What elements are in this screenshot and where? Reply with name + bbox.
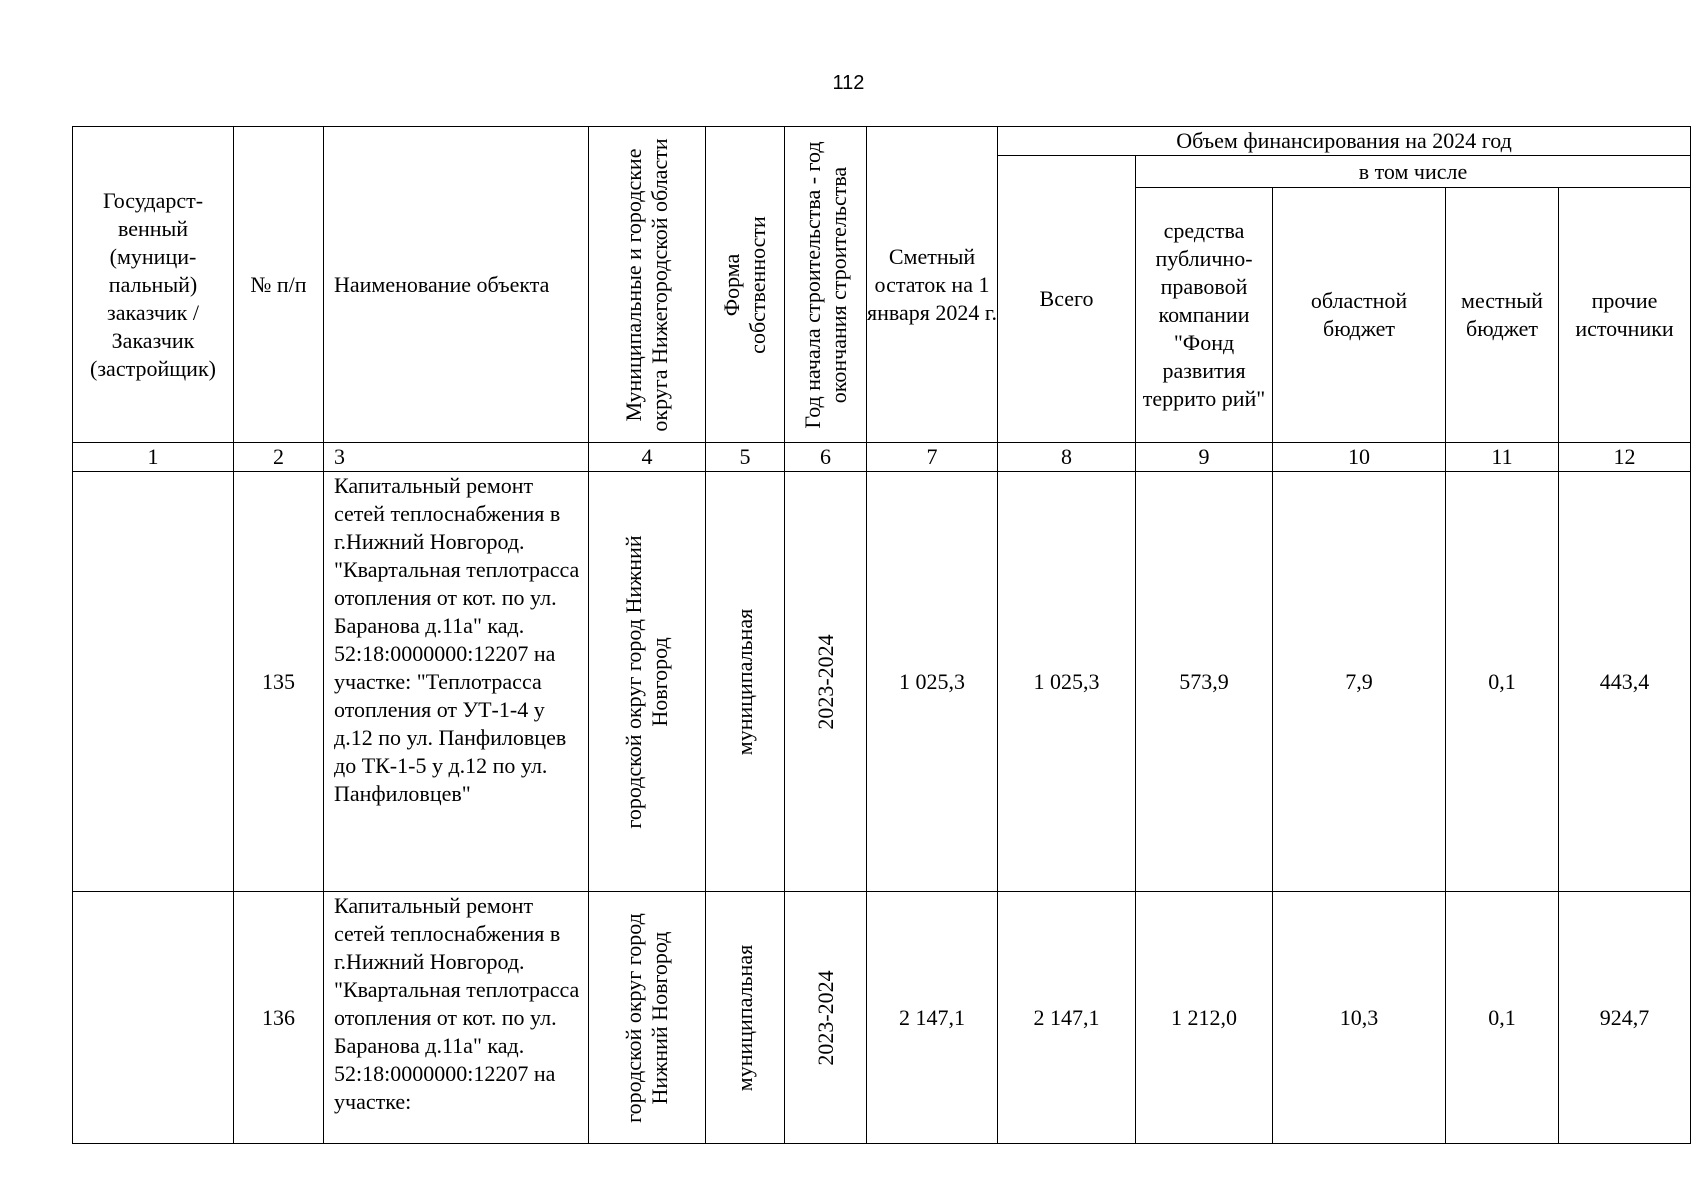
row-regional: 10,3	[1273, 892, 1446, 1144]
header-ownership-text: Форма собственности	[719, 215, 770, 354]
header-other: прочие источники	[1559, 188, 1691, 443]
column-number-row	[73, 443, 1691, 472]
header-ownership	[706, 127, 785, 443]
row-municipality-text: городской округ город Нижний Новгород	[621, 912, 672, 1123]
col-num: 2	[234, 443, 324, 472]
header-municipality	[589, 127, 706, 443]
header-years-text: Год начала строительства - год окончания строительства	[799, 140, 851, 429]
header-years	[785, 127, 867, 443]
row-estimate: 2 147,1	[867, 892, 998, 1144]
row-total: 1 025,3	[998, 472, 1136, 892]
row-other: 924,7	[1559, 892, 1691, 1144]
col-num: 4	[589, 443, 706, 472]
header-total: Всего	[998, 156, 1136, 443]
col-num: 9	[1136, 443, 1273, 472]
row-years	[785, 472, 867, 892]
row-number: 136	[234, 892, 324, 1144]
row-number: 135	[234, 472, 324, 892]
col-num: 12	[1559, 443, 1691, 472]
col-num: 3	[324, 443, 589, 472]
row-ownership-text: муниципальная	[732, 944, 757, 1091]
header-local: местный бюджет	[1446, 188, 1559, 443]
col-num: 1	[73, 443, 234, 472]
row-other: 443,4	[1559, 472, 1691, 892]
row-municipality-text: городской округ город Нижний Новгород	[621, 534, 672, 829]
row-customer	[73, 472, 234, 892]
row-municipality	[589, 892, 706, 1144]
row-ownership-text: муниципальная	[732, 608, 757, 755]
row-years-text: 2023-2024	[812, 633, 838, 730]
row-years	[785, 892, 867, 1144]
col-num: 10	[1273, 443, 1446, 472]
header-object-name: Наименование объекта	[324, 127, 589, 443]
header-fund: средства публично-правовой компании "Фонд развития террито рий"	[1136, 188, 1273, 443]
table-row	[73, 892, 1691, 1144]
header-estimate: Сметный остаток на 1 января 2024 г.	[867, 127, 998, 443]
row-fund: 573,9	[1136, 472, 1273, 892]
page-number: 112	[832, 72, 865, 94]
row-fund: 1 212,0	[1136, 892, 1273, 1144]
table-row	[73, 472, 1691, 892]
row-ownership	[706, 892, 785, 1144]
row-estimate: 1 025,3	[867, 472, 998, 892]
header-financing: Объем финансирования на 2024 год	[998, 127, 1691, 156]
row-local: 0,1	[1446, 892, 1559, 1144]
row-regional: 7,9	[1273, 472, 1446, 892]
row-municipality	[589, 472, 706, 892]
header-customer: Государст-венный (муници-пальный) заказчик / Заказчик (застройщик)	[73, 127, 234, 443]
col-num: 7	[867, 443, 998, 472]
header-number: № п/п	[234, 127, 324, 443]
row-object-name: Капитальный ремонт сетей теплоснабжения в г.Нижний Новгород. "Квартальная теплотрасса отопления от кот. по ул. Баранова д.11а" кад. 52:18:0000000:12207 на участке: "Теплотрасса отопления от УТ-1-4 у д.12 по ул. Панфиловцев до ТК-1-5 у д.12 по ул. Панфиловцев"	[324, 472, 589, 892]
header-municipality-text: Муниципальные и городские округа Нижегородской области	[621, 137, 672, 432]
row-total: 2 147,1	[998, 892, 1136, 1144]
col-num: 6	[785, 443, 867, 472]
col-num: 5	[706, 443, 785, 472]
col-num: 8	[998, 443, 1136, 472]
row-object-name: Капитальный ремонт сетей теплоснабжения в г.Нижний Новгород. "Квартальная теплотрасса отопления от кот. по ул. Баранова д.11а" кад. 52:18:0000000:12207 на участке:	[324, 892, 589, 1144]
col-num: 11	[1446, 443, 1559, 472]
row-ownership	[706, 472, 785, 892]
header-regional: областной бюджет	[1273, 188, 1446, 443]
financing-table	[72, 126, 1691, 1144]
header-including: в том числе	[1136, 156, 1691, 188]
row-local: 0,1	[1446, 472, 1559, 892]
row-years-text: 2023-2024	[812, 969, 838, 1066]
row-customer	[73, 892, 234, 1144]
